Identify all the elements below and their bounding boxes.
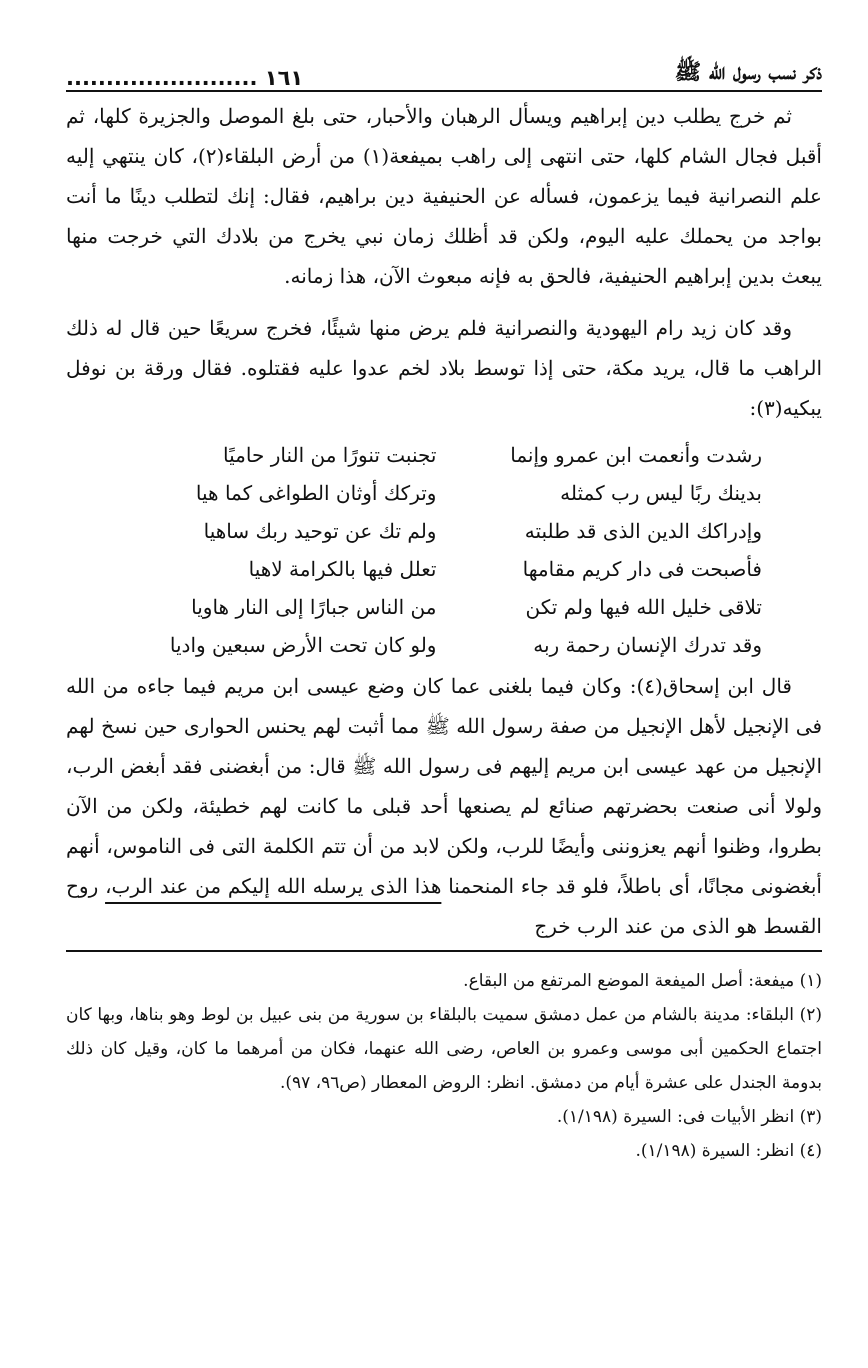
- verse: [136, 550, 762, 588]
- footnotes: [66, 964, 822, 1168]
- footnote-divider: [66, 950, 822, 952]
- paragraph-1: ثم خرج يطلب دين إبراهيم ويسأل الرهبان والأحبار، حتى بلغ الموصل والجزيرة كلها، ثم أقبل فجال الشام كلها، حتى انتهى إلى راهب بميفعة(١) من أرض البلقاء(٢)، كان ينتهي إليه علم النصرانية فيما يزعمون، فسأله عن الحنيفية دين براهيم، فقال: إنك لتطلب دينًا ما أنت بواجد من يحملك عليه اليوم، ولكن قد أظلك زمان نبي يخرج من بلادك التي خرجت منها يبعث بدين إبراهيم الحنيفية، فالحق به فإنه مبعوث الآن، هذا زمانه.: [66, 104, 822, 288]
- chapter-title: ذكر نسب رسول الله ﷺ: [674, 59, 822, 85]
- verse: [136, 588, 762, 626]
- verse-second-half: وتركك أوثان الطواغى كما هيا: [195, 481, 437, 505]
- verse-first-half: رشدت وأنعمت ابن عمرو وإنما: [510, 443, 762, 467]
- verse-second-half: تجنبت تنورًا من النار حاميًا: [223, 443, 437, 467]
- footnote-1: (١) ميفعة: أصل الميفعة الموضع المرتفع من البقاع.: [463, 971, 822, 991]
- verse: [136, 436, 762, 474]
- verse-first-half: وقد تدرك الإنسان رحمة ربه: [533, 633, 762, 657]
- paragraph-3-tail: روح القسط هو الذى من عند الرب خرج: [66, 874, 822, 938]
- verse-second-half: ولو كان تحت الأرض سبعين واديا: [169, 633, 437, 657]
- verse-first-half: بدينك ربًا ليس رب كمثله: [560, 481, 762, 505]
- verse: [136, 512, 762, 550]
- footnote-2: (٢) البلقاء: مدينة بالشام من عمل دمشق سميت بالبلقاء بن سورية من بنى عبيل بن لوط وهو بناها، وبها كان اجتماع الحكمين أبى موسى وعمرو بن العاص، رضى الله عنهما، فكان من أمرهما ما كان، وقيل كان ذلك بدومة الجندل على عشرة أيام من دمشق. انظر: الروض المعطار (ص٩٦، ٩٧).: [66, 1005, 822, 1093]
- paragraph-2: وقد كان زيد رام اليهودية والنصرانية فلم يرض منها شيئًا، فخرج سريعًا حين قال له ذلك الراهب ما قال، يريد مكة، حتى إذا توسط بلاد لخم عدوا عليه فقتلوه. فقال ورقة بن نوفل يبكيه(٣):: [66, 316, 822, 420]
- footnote-3: (٣) انظر الأبيات فى: السيرة (١/١٩٨).: [556, 1107, 822, 1127]
- page-number: ........................ ١٦١: [66, 66, 304, 90]
- verse-first-half: فأصبحت فى دار كريم مقامها: [522, 557, 762, 581]
- page: [66, 50, 822, 1168]
- footnote-4: (٤) انظر: السيرة (١/١٩٨).: [635, 1141, 822, 1161]
- verse-second-half: ولم تك عن توحيد ربك ساهيا: [203, 519, 437, 543]
- verse: [136, 626, 762, 664]
- underlined-phrase: هذا الذى يرسله الله إليكم من عند الرب،: [105, 874, 442, 898]
- poem: [66, 436, 822, 664]
- running-header: [66, 50, 822, 92]
- paragraph-3-text: قال ابن إسحاق(٤): وكان فيما بلغنى عما كان وضع عيسى ابن مريم فيما جاءه من الله فى الإنجيل لأهل الإنجيل من صفة رسول الله ﷺ مما أثبت لهم يحنس الحوارى حين نسخ لهم الإنجيل من عهد عيسى ابن مريم إليهم فى رسول الله ﷺ قال: من أبغضنى فقد أبغض الرب، ولولا أنى صنعت بحضرتهم صنائع لم يصنعها أحد قبلى ما كانت لهم خطيئة، ولكن من الآن بطروا، وظنوا أنهم يعزوننى وأيضًا للرب، ولكن لابد من أن تتم الكلمة التى فى الناموس، أنهم أبغضونى مجانًا، أى باطلاً، فلو قد جاء المنحمنا: [66, 674, 822, 898]
- paragraph-3: [66, 666, 822, 946]
- verse-second-half: من الناس جبارًا إلى النار هاويا: [191, 595, 437, 619]
- verse: [136, 474, 762, 512]
- verse-second-half: تعلل فيها بالكرامة لاهيا: [248, 557, 437, 581]
- verse-first-half: تلاقى خليل الله فيها ولم تكن: [525, 595, 762, 619]
- verse-first-half: وإدراكك الدين الذى قد طلبته: [524, 519, 762, 543]
